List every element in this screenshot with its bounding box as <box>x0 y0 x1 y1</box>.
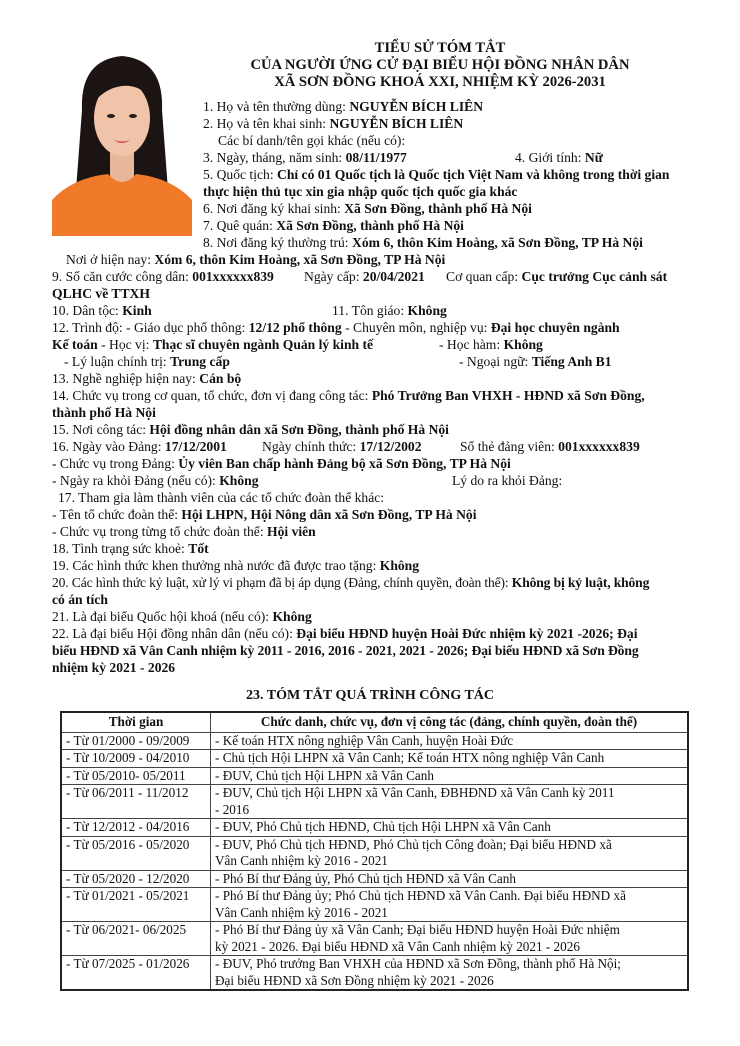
row-role-line: Vân Canh nhiệm kỳ 2016 - 2021 <box>215 904 388 920</box>
field-value: 001xxxxxx839 <box>558 439 640 454</box>
field-council-delegate-cont: biểu HĐND xã Vân Canh nhiệm kỳ 2011 - 2016, 2016 - 2021, 2021 - 2026; Đại biểu HĐND xã Sơn Đồng <box>52 643 639 658</box>
field-value: Cán bộ <box>199 371 242 386</box>
row-time: - Từ 01/2000 - 09/2009 <box>61 732 211 750</box>
field-org-role <box>52 523 316 540</box>
field-label: - Chức vụ trong Đảng: <box>52 456 179 471</box>
field-current-address <box>66 251 445 268</box>
field-label: 6. Nơi đăng ký khai sinh: <box>203 201 345 216</box>
field-label: Nơi ở hiện nay: <box>66 252 155 267</box>
field-degree <box>52 336 373 353</box>
field-value: Không <box>272 609 312 624</box>
field-occupation <box>52 370 241 387</box>
field-religion <box>332 302 447 319</box>
table-row <box>61 767 688 785</box>
field-id-number <box>52 268 274 285</box>
field-value: Xã Sơn Đồng, thành phố Hà Nội <box>276 218 464 233</box>
field-value: Không <box>503 337 543 352</box>
header-subtitle: CỦA NGƯỜI ỨNG CỬ ĐẠI BIỂU HỘI ĐỒNG NHÂN DÂN <box>250 57 630 73</box>
field-foreign-language <box>459 353 612 370</box>
field-value: Ủy viên Ban chấp hành Đảng bộ xã Sơn Đồng, TP Hà Nội <box>178 456 511 471</box>
field-party-role <box>52 455 511 472</box>
table-row <box>61 750 688 768</box>
row-time: - Từ 05/2010- 05/2011 <box>61 767 211 785</box>
field-label: 16. Ngày vào Đảng: <box>52 439 165 454</box>
row-role <box>211 922 689 956</box>
work-history-title: 23. TÓM TẮT QUÁ TRÌNH CÔNG TÁC <box>245 688 495 703</box>
field-value: Hội đồng nhân dân xã Sơn Đồng, thành phố Hà Nội <box>149 422 449 437</box>
field-value: Tiếng Anh B1 <box>531 354 612 369</box>
header-title: TIỂU SỬ TÓM TẮT <box>374 40 506 56</box>
work-history-table <box>60 711 689 991</box>
field-label: - Ngày ra khỏi Đảng (nếu có): <box>52 473 220 488</box>
field-common-name <box>203 98 483 115</box>
field-label: Ngày cấp: <box>304 269 363 284</box>
field-national-assembly <box>52 608 312 625</box>
table-row <box>61 836 688 870</box>
field-value: Không <box>379 558 420 573</box>
field-value: Tốt <box>188 541 209 556</box>
field-value: 08/11/1977 <box>345 150 407 165</box>
field-label: 13. Nghề nghiệp hiện nay: <box>52 371 200 386</box>
field-value: Chỉ có 01 Quốc tịch là Quốc tịch Việt Nam và không trong thời gian <box>277 167 670 182</box>
field-label: 22. Là đại biểu Hội đồng nhân dân (nếu có): <box>52 626 297 641</box>
field-party-exit-reason: Lý do ra khỏi Đảng: <box>452 473 563 488</box>
field-value: Đại học chuyên ngành <box>490 320 620 335</box>
row-time: - Từ 05/2020 - 12/2020 <box>61 870 211 888</box>
row-role-line: Đại biểu HĐND xã Sơn Đồng nhiệm kỳ 2021 - 2026 <box>215 972 494 988</box>
field-label: Cơ quan cấp: <box>446 269 522 284</box>
field-value: Không bị kỷ luật, không <box>511 575 650 590</box>
row-time: - Từ 06/2011 - 11/2012 <box>61 785 211 819</box>
table-row <box>61 732 688 750</box>
field-hometown <box>203 217 464 234</box>
field-nationality-cont: thực hiện thủ tục xin gia nhập quốc tịch quốc gia khác <box>203 184 518 199</box>
field-value: NGUYỄN BÍCH LIÊN <box>329 116 464 131</box>
field-workplace <box>52 421 449 438</box>
field-org-name <box>52 506 477 523</box>
field-value: 001xxxxxx839 <box>192 269 274 284</box>
field-label: 20. Các hình thức kỷ luật, xử lý vi phạm đã bị áp dụng (Đảng, chính quyền, đoàn thể): <box>52 575 512 590</box>
field-gender <box>515 149 603 166</box>
row-role-line: - ĐUV, Chủ tịch Hội LHPN xã Vân Canh, ĐBHĐND xã Vân Canh kỳ 2011 <box>215 785 615 800</box>
field-label: - Ngoại ngữ: <box>459 354 532 369</box>
field-value: Kinh <box>122 303 152 318</box>
row-role-line: - Phó Bí thư Đảng ủy, Phó Chủ tịch HĐND xã Vân Canh <box>215 870 516 886</box>
row-time: - Từ 10/2009 - 04/2010 <box>61 750 211 768</box>
row-role <box>211 819 689 837</box>
work-history-rows <box>61 732 688 990</box>
field-value: Xóm 6, thôn Kim Hoàng, xã Sơn Đồng, TP Hà Nội <box>154 252 446 267</box>
row-time: - Từ 06/2021- 06/2025 <box>61 922 211 956</box>
table-row <box>61 888 688 922</box>
field-permanent-address <box>203 234 643 251</box>
row-time: - Từ 01/2021 - 05/2021 <box>61 888 211 922</box>
row-role-line: - 2016 <box>215 801 250 817</box>
field-label: 15. Nơi công tác: <box>52 422 150 437</box>
field-discipline <box>52 574 649 591</box>
field-value: Xóm 6, thôn Kim Hoàng, xã Sơn Đồng, TP Hà Nội <box>352 235 643 250</box>
field-nationality <box>203 166 669 183</box>
field-value: Nữ <box>584 150 603 165</box>
field-value: Thạc sĩ chuyên ngành Quản lý kinh tế <box>152 337 374 352</box>
field-label: 7. Quê quán: <box>203 218 277 233</box>
field-value: Không <box>407 303 447 318</box>
field-birth-name <box>203 115 463 132</box>
row-time: - Từ 05/2016 - 05/2020 <box>61 836 211 870</box>
field-label: Số thẻ đảng viên: <box>460 439 559 454</box>
field-label: 12. Trình độ: - Giáo dục phổ thông: <box>52 320 249 335</box>
field-value: 17/12/2001 <box>164 439 227 454</box>
row-role <box>211 956 689 991</box>
field-label: 11. Tôn giáo: <box>332 303 408 318</box>
row-role-line: - ĐUV, Chủ tịch Hội LHPN xã Vân Canh <box>215 767 434 783</box>
field-label: - Chức vụ trong từng tổ chức đoàn thể: <box>52 524 268 539</box>
field-label: Ngày chính thức: <box>262 439 360 454</box>
field-label: - Học vị: <box>97 337 153 352</box>
row-role-line: - Phó Bí thư Đảng ủy; Phó Chủ tịch HĐND xã Vân Canh. Đại biểu HĐND xã <box>215 888 626 903</box>
field-value: Trung cấp <box>170 354 230 369</box>
row-role-line: kỳ 2021 - 2026. Đại biểu HĐND xã Vân Canh nhiệm kỳ 2021 - 2026 <box>215 938 580 954</box>
table-header-row <box>61 712 688 732</box>
field-discipline-cont: có án tích <box>52 592 108 607</box>
field-party-exit <box>52 472 259 489</box>
row-role <box>211 785 689 819</box>
field-value: Đại biểu HĐND huyện Hoài Đức nhiệm kỳ 2021 -2026; Đại <box>296 626 638 641</box>
field-value: Cục trưởng Cục cảnh sát <box>521 269 668 284</box>
row-role <box>211 836 689 870</box>
field-position-cont: thành phố Hà Nội <box>52 405 156 420</box>
header-term: XÃ SƠN ĐỒNG KHOÁ XXI, NHIỆM KỲ 2026-2031 <box>274 74 606 90</box>
field-label: 4. Giới tính: <box>515 150 585 165</box>
field-aliases: Các bí danh/tên gọi khác (nếu có): <box>218 133 406 148</box>
field-value: 20/04/2021 <box>362 269 425 284</box>
field-awards <box>52 557 419 574</box>
field-value: Không <box>219 473 259 488</box>
row-role-line: - Chủ tịch Hội LHPN xã Vân Canh; Kế toán HTX nông nghiệp Vân Canh <box>215 750 605 765</box>
row-role <box>211 870 689 888</box>
field-value: NGUYỄN BÍCH LIÊN <box>349 99 484 114</box>
field-label: 8. Nơi đăng ký thường trú: <box>203 235 352 250</box>
row-role-line: - Kế toán HTX nông nghiệp Vân Canh, huyện Hoài Đức <box>215 732 514 748</box>
field-label: - Tên tổ chức đoàn thể: <box>52 507 182 522</box>
table-row <box>61 870 688 888</box>
field-label: 21. Là đại biểu Quốc hội khoá (nếu có): <box>52 609 273 624</box>
row-role-line: - ĐUV, Phó trưởng Ban VHXH của HĐND xã Sơn Đồng, thành phố Hà Nội; <box>215 956 621 971</box>
col-time-header: Thời gian <box>61 712 211 732</box>
field-id-agency-cont: QLHC về TTXH <box>52 286 150 301</box>
field-label: - Chuyên môn, nghiệp vụ: <box>341 320 491 335</box>
row-role <box>211 732 689 750</box>
field-organizations: 17. Tham gia làm thành viên của các tổ chức đoàn thể khác: <box>58 490 385 505</box>
row-role <box>211 750 689 768</box>
field-value: Hội viên <box>267 524 316 539</box>
field-birth-date <box>203 149 407 166</box>
field-label: 2. Họ và tên khai sinh: <box>203 116 330 131</box>
table-row <box>61 956 688 991</box>
field-value: 17/12/2002 <box>359 439 422 454</box>
field-council-delegate-cont2: nhiệm kỳ 2021 - 2026 <box>52 660 176 675</box>
field-political-theory <box>64 353 230 370</box>
field-label: 1. Họ và tên thường dùng: <box>203 99 350 114</box>
field-education <box>52 319 620 336</box>
table-row <box>61 922 688 956</box>
field-academic-rank <box>439 336 543 353</box>
field-label: 10. Dân tộc: <box>52 303 123 318</box>
field-health <box>52 540 209 557</box>
field-party-card <box>460 438 640 455</box>
row-role-line: - ĐUV, Phó Chủ tịch HĐND, Phó Chủ tịch Công đoàn; Đại biểu HĐND xã <box>215 836 612 852</box>
field-council-delegate <box>52 625 637 642</box>
field-value: Kế toán <box>52 337 98 352</box>
row-role-line: - Phó Bí thư Đảng ủy xã Vân Canh; Đại biểu HĐND huyện Hoài Đức nhiệm <box>215 922 620 937</box>
field-label: - Học hàm: <box>439 337 504 352</box>
row-role-line: - ĐUV, Phó Chủ tịch HĐND, Chủ tịch Hội LHPN xã Vân Canh <box>215 819 551 834</box>
field-label: 3. Ngày, tháng, năm sinh: <box>203 150 346 165</box>
row-time: - Từ 12/2012 - 04/2016 <box>61 819 211 837</box>
field-position <box>52 387 645 404</box>
field-value: 12/12 phổ thông <box>248 320 342 335</box>
field-value: Hội LHPN, Hội Nông dân xã Sơn Đồng, TP Hà Nội <box>181 507 477 522</box>
field-label: - Lý luận chính trị: <box>64 354 171 369</box>
field-id-date <box>304 268 425 285</box>
field-birth-registration <box>203 200 532 217</box>
field-label: 5. Quốc tịch: <box>203 167 277 182</box>
field-label: 14. Chức vụ trong cơ quan, tổ chức, đơn vị đang công tác: <box>52 388 372 403</box>
row-role <box>211 888 689 922</box>
portrait-icon <box>52 40 192 236</box>
row-role-line: Vân Canh nhiệm kỳ 2016 - 2021 <box>215 853 388 868</box>
table-row <box>61 785 688 819</box>
field-party-join <box>52 438 227 455</box>
col-role-header: Chức danh, chức vụ, đơn vị công tác (đảng, chính quyền, đoàn thể) <box>211 712 689 732</box>
field-label: 9. Số căn cước công dân: <box>52 269 193 284</box>
row-time: - Từ 07/2025 - 01/2026 <box>61 956 211 991</box>
field-value: Phó Trưởng Ban VHXH - HĐND xã Sơn Đồng, <box>371 388 645 403</box>
table-row <box>61 819 688 837</box>
field-label: 18. Tình trạng sức khoẻ: <box>52 541 189 556</box>
row-role <box>211 767 689 785</box>
field-id-agency <box>446 268 667 285</box>
field-party-official <box>262 438 422 455</box>
field-value: Xã Sơn Đồng, thành phố Hà Nội <box>344 201 532 216</box>
field-label: 19. Các hình thức khen thưởng nhà nước đã được trao tặng: <box>52 558 380 573</box>
portrait-photo <box>52 40 192 236</box>
field-ethnicity <box>52 302 152 319</box>
